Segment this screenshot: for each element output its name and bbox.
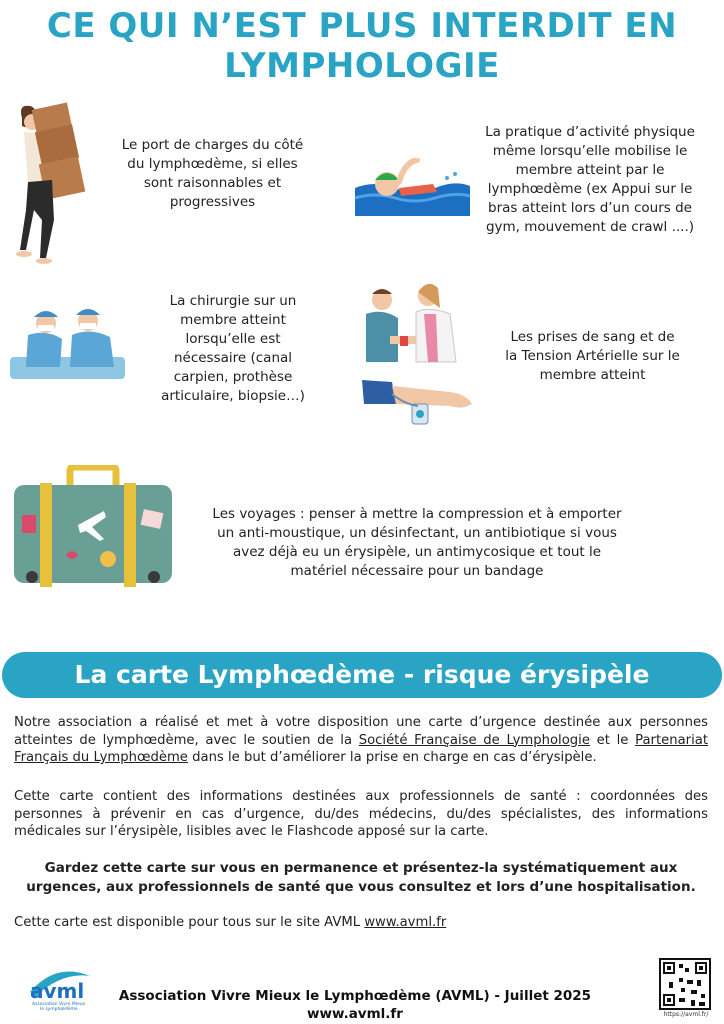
qr-url: https://avml.fr/: [663, 1011, 709, 1018]
sfl-link[interactable]: Société Française de Lymphologie: [358, 732, 590, 748]
surgery-illustration: [10, 305, 125, 383]
text-line: sont raisonnables et: [143, 175, 282, 191]
card-content-paragraph: Cette carte contient des informations destinées aux professionnels de santé : coordonnées des personnes à prévenir en cas d’urgence, du/des médecins, du/des spécialistes, des informations médicales sur l’érysipèle, lisibles avec le Flashcode apposé sur la carte.: [14, 789, 708, 839]
text-line: matériel nécessaire pour un bandage: [290, 563, 544, 579]
intro-text: Notre association a réalisé et met à votre disposition une carte d’urgence destinée aux personnes atteintes de lymphœdème, avec le soutien de la: [14, 715, 708, 748]
text-block-voyages: [192, 505, 642, 581]
text-line: bras atteint lors d’un cours de: [488, 200, 692, 216]
text-line: lymphœdème (ex Appui sur le: [487, 181, 693, 197]
text-line: Les prises de sang et de: [510, 329, 675, 345]
text-line: même lorsqu’elle mobilise le: [492, 143, 688, 159]
logo-tagline-2: le Lymphœdème: [40, 1007, 78, 1012]
text-line: membre atteint: [539, 367, 646, 383]
text-line: gym, mouvement de crawl ....): [485, 219, 695, 235]
qr-code-icon[interactable]: [659, 958, 711, 1010]
availability-text: Cette carte est disponible pour tous sur le site AVML: [14, 915, 365, 930]
footer: [95, 987, 615, 1023]
text-line: La chirurgie sur un: [169, 293, 297, 309]
footer-line-1: Association Vivre Mieux le Lymphœdème (AVML) - Juillet 2025: [118, 988, 592, 1004]
text-line: un anti-moustique, un désinfectant, un antibiotique si vous: [217, 525, 617, 541]
footer-url[interactable]: www.avml.fr: [307, 1006, 403, 1022]
title-line-1: CE QUI N’EST PLUS INTERDIT EN: [46, 6, 678, 46]
text-line: nécessaire (canal: [173, 350, 293, 366]
text-line: la Tension Artérielle sur le: [505, 348, 680, 364]
suitcase-illustration: [12, 465, 174, 593]
text-block-activite: [470, 123, 710, 237]
text-line: avez déjà eu un érysipèle, un antimycosique et tout le: [232, 544, 602, 560]
text-line: La pratique d’activité physique: [485, 124, 695, 140]
intro-text: et le: [589, 732, 636, 748]
blood-pressure-illustration: [362, 374, 474, 430]
text-line: membre atteint par le: [515, 162, 665, 178]
title-line-2: LYMPHOLOGIE: [224, 46, 500, 86]
text-line: du lymphœdème, si elles: [127, 156, 298, 172]
intro-paragraph: [14, 714, 708, 767]
text-line: Le port de charges du côté: [121, 137, 304, 153]
logo-tagline-1: Association Vivre Mieux: [32, 1002, 86, 1007]
text-block-chirurgie: [148, 292, 318, 406]
text-block-prises: [490, 328, 695, 385]
logo-text: avml: [30, 979, 85, 1003]
text-line: carpien, prothèse: [173, 369, 293, 385]
pfl-link[interactable]: Partenariat Français du Lymphœdème: [14, 732, 709, 765]
text-line: membre atteint: [180, 312, 286, 328]
page-title: [0, 6, 724, 86]
availability-paragraph: [14, 914, 708, 932]
text-line: lorsqu’elle est: [185, 331, 281, 347]
avml-link[interactable]: www.avml.fr: [364, 915, 447, 930]
text-line: Les voyages : penser à mettre la compression et à emporter: [212, 506, 622, 522]
text-line: articulaire, biopsie…): [161, 388, 305, 404]
section-banner: La carte Lymphœdème - risque érysipèle: [2, 652, 722, 698]
carrying-boxes-illustration: [8, 100, 98, 270]
avml-logo: [26, 966, 92, 1012]
swimmer-illustration: [355, 158, 470, 220]
intro-text: dans le but d’améliorer la prise en charge en cas d’érysipèle.: [187, 750, 597, 765]
text-line: progressives: [169, 194, 256, 210]
blood-draw-illustration: [360, 278, 460, 366]
emphasis-paragraph: Gardez cette carte sur vous en permanence et présentez-la systématiquement aux urgences, aux professionnels de santé que vous consultez et lors d’une hospitalisation.: [26, 860, 696, 895]
text-block-charges: [110, 136, 315, 212]
